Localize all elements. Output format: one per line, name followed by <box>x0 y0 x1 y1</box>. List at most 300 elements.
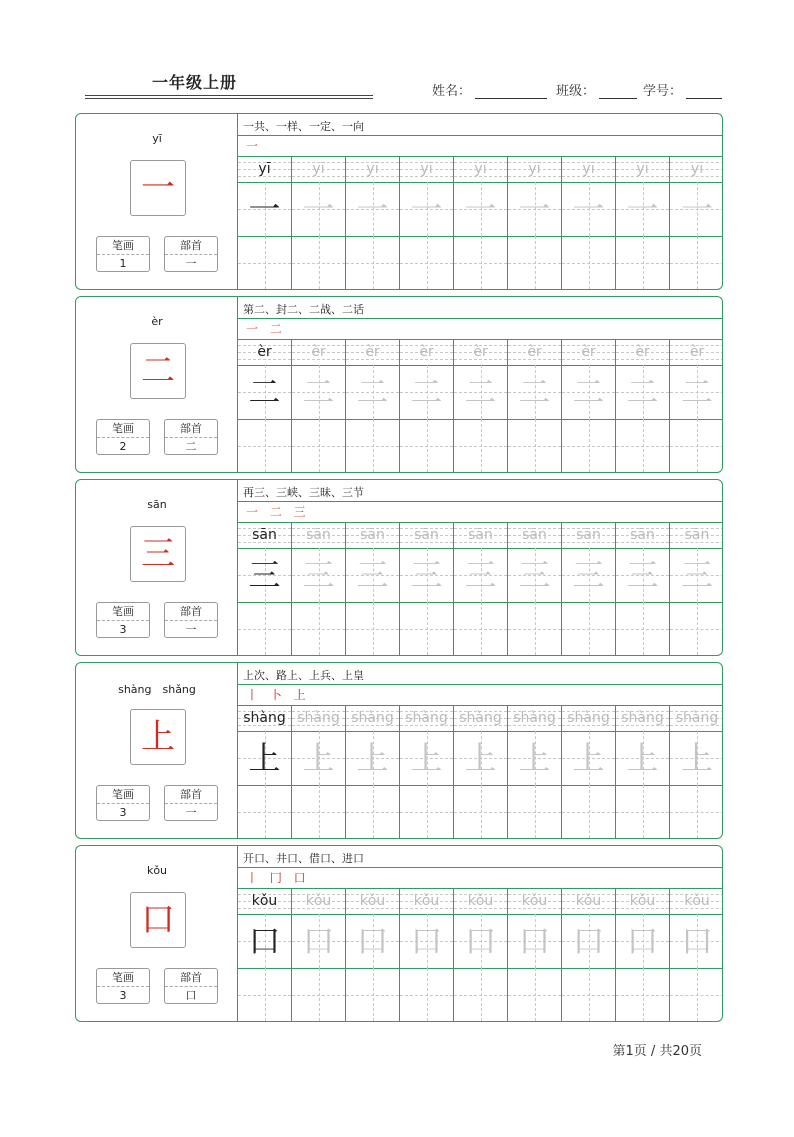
stroke-count-label: 笔画 <box>97 420 149 438</box>
cell-guide-vertical <box>535 785 536 838</box>
blank-practice-row <box>238 968 722 1021</box>
character-cell[interactable] <box>346 365 400 419</box>
blank-cell[interactable] <box>616 968 670 1021</box>
cell-guide-vertical <box>373 602 374 655</box>
cell-guide-vertical <box>265 419 266 472</box>
character-cell[interactable] <box>400 731 454 785</box>
character-trace: 三 <box>464 556 497 594</box>
blank-practice-row <box>238 602 722 655</box>
blank-cell[interactable] <box>400 968 454 1021</box>
stroke-count-box <box>96 602 150 638</box>
character-cell[interactable] <box>238 914 292 968</box>
pinyin-cell[interactable] <box>454 339 508 365</box>
pinyin-trace: èr <box>365 344 380 360</box>
stroke-count-label: 笔画 <box>97 969 149 987</box>
character-trace: 上 <box>680 739 713 777</box>
blank-cell[interactable] <box>238 602 292 655</box>
stroke-count-box <box>96 419 150 455</box>
blank-cell[interactable] <box>292 419 346 472</box>
pinyin-trace: shàng <box>567 710 610 726</box>
character-card <box>75 296 723 473</box>
pinyin-cell[interactable] <box>616 888 670 914</box>
character-cell[interactable] <box>670 548 723 602</box>
blank-cell[interactable] <box>292 968 346 1021</box>
pinyin-trace: kǒu <box>684 893 710 909</box>
stroke-order: 丨 冂 口 <box>246 871 310 885</box>
character-cell[interactable] <box>346 914 400 968</box>
pinyin-trace: yī <box>582 161 595 177</box>
blank-cell[interactable] <box>454 602 508 655</box>
character-trace: 口 <box>464 922 497 960</box>
radical-value: 一 <box>185 257 197 270</box>
character-info-panel <box>76 297 238 472</box>
blank-cell[interactable] <box>346 785 400 838</box>
pinyin-cell[interactable] <box>292 888 346 914</box>
cell-guide-vertical <box>589 419 590 472</box>
character-cell[interactable] <box>292 548 346 602</box>
stroke-order: 一 <box>246 139 263 153</box>
pinyin-trace: sān <box>630 527 655 543</box>
blank-cell[interactable] <box>400 602 454 655</box>
pinyin-cell[interactable] <box>346 156 400 182</box>
blank-cell[interactable] <box>400 419 454 472</box>
pinyin-trace: yī <box>690 161 704 177</box>
practice-grid <box>238 114 722 289</box>
page-header <box>0 0 794 110</box>
pinyin-cell[interactable] <box>238 522 292 548</box>
pinyin-cell[interactable] <box>292 705 346 731</box>
character-cell[interactable] <box>400 365 454 419</box>
radical-value: 口 <box>185 989 197 1002</box>
stroke-count-value: 3 <box>119 989 127 1002</box>
pinyin-trace: sān <box>414 527 439 543</box>
stroke-count-box <box>96 236 150 272</box>
character-trace: 口 <box>356 922 389 960</box>
blank-cell[interactable] <box>400 236 454 289</box>
character-practice-row <box>238 731 722 786</box>
blank-cell[interactable] <box>346 236 400 289</box>
cell-guide-vertical <box>643 968 644 1021</box>
stroke-count-value: 1 <box>119 257 127 270</box>
character-info-panel <box>76 846 238 1021</box>
character-trace: 三 <box>302 556 335 594</box>
pinyin-cell[interactable] <box>670 522 723 548</box>
character-cell[interactable] <box>616 731 670 785</box>
character-trace: 三 <box>518 556 551 594</box>
pinyin-trace: shàng <box>405 710 448 726</box>
character-trace: 口 <box>626 922 659 960</box>
blank-cell[interactable] <box>670 785 723 838</box>
character-cell[interactable] <box>508 365 562 419</box>
cell-guide-vertical <box>427 785 428 838</box>
cell-guide-vertical <box>373 419 374 472</box>
radical-label: 部首 <box>165 786 217 804</box>
example-words: 再三、三峡、三昧、三节 <box>243 486 364 499</box>
pinyin-trace: sān <box>360 527 385 543</box>
blank-cell[interactable] <box>562 785 616 838</box>
character-info-panel <box>76 480 238 655</box>
practice-grid <box>238 846 722 1021</box>
cell-guide-vertical <box>481 236 482 289</box>
pinyin-trace: kǒu <box>305 893 332 909</box>
blank-cell[interactable] <box>346 968 400 1021</box>
blank-cell[interactable] <box>346 602 400 655</box>
character-sample: 口 <box>248 922 281 960</box>
character-cell[interactable] <box>238 548 292 602</box>
blank-cell[interactable] <box>670 236 723 289</box>
cell-guide-vertical <box>265 968 266 1021</box>
character-trace: 上 <box>302 739 335 777</box>
pinyin-trace: èr <box>581 344 596 360</box>
character-cell[interactable] <box>562 914 616 968</box>
character-trace: 二 <box>518 373 551 411</box>
pinyin-cell[interactable] <box>454 156 508 182</box>
blank-cell[interactable] <box>454 968 508 1021</box>
pinyin-trace: yī <box>636 161 649 177</box>
character-trace: 口 <box>410 922 443 960</box>
words-row <box>238 846 722 868</box>
character-trace: 三 <box>626 556 659 594</box>
pinyin-trace: shàng <box>351 710 394 726</box>
blank-cell[interactable] <box>238 236 292 289</box>
pinyin-cell[interactable] <box>670 888 723 914</box>
radical-box <box>164 968 218 1004</box>
pinyin-sample: èr <box>257 344 272 360</box>
pinyin-cell[interactable] <box>454 705 508 731</box>
pinyin-cell[interactable] <box>616 705 670 731</box>
blank-cell[interactable] <box>400 785 454 838</box>
cell-guide-vertical <box>697 419 698 472</box>
character-cell[interactable] <box>346 731 400 785</box>
character-cell[interactable] <box>292 914 346 968</box>
blank-practice-row <box>238 419 722 472</box>
character-box <box>130 526 186 582</box>
words-row <box>238 114 722 136</box>
example-words: 开口、井口、借口、进口 <box>243 852 364 865</box>
character-cell[interactable] <box>508 914 562 968</box>
stroke-order-row <box>238 135 722 157</box>
words-row <box>238 480 722 502</box>
character-trace: 一 <box>464 190 497 228</box>
blank-cell[interactable] <box>562 419 616 472</box>
blank-cell[interactable] <box>616 419 670 472</box>
blank-cell[interactable] <box>508 968 562 1021</box>
grade-title: 一年级上册 <box>152 73 238 92</box>
character-cell[interactable] <box>670 365 723 419</box>
pinyin-cell[interactable] <box>238 705 292 731</box>
character-cell[interactable] <box>238 365 292 419</box>
example-words: 上次、路上、上兵、上皇 <box>243 669 364 682</box>
blank-cell[interactable] <box>670 602 723 655</box>
pinyin-cell[interactable] <box>508 888 562 914</box>
pinyin-trace: èr <box>689 344 705 360</box>
radical-label: 部首 <box>165 969 217 987</box>
pinyin-practice-row <box>238 339 722 366</box>
character-cell[interactable] <box>292 731 346 785</box>
character-practice-row <box>238 548 722 603</box>
pinyin-label: shàng shǎng <box>118 683 196 696</box>
pinyin-trace: shàng <box>675 710 719 726</box>
pinyin-cell[interactable] <box>562 522 616 548</box>
cell-guide-vertical <box>373 785 374 838</box>
practice-grid <box>238 297 722 472</box>
blank-cell[interactable] <box>508 236 562 289</box>
blank-cell[interactable] <box>346 419 400 472</box>
cell-guide-vertical <box>319 602 320 655</box>
stroke-count-label: 笔画 <box>97 603 149 621</box>
character-trace: 一 <box>626 190 659 228</box>
class-field[interactable] <box>556 80 637 99</box>
blank-cell[interactable] <box>508 602 562 655</box>
character-cell[interactable] <box>346 182 400 236</box>
blank-cell[interactable] <box>454 236 508 289</box>
character-cell[interactable] <box>400 182 454 236</box>
character-cell[interactable] <box>670 731 723 785</box>
radical-box <box>164 785 218 821</box>
pinyin-trace: èr <box>311 344 326 360</box>
character-trace: 三 <box>356 556 389 594</box>
pinyin-cell[interactable] <box>508 705 562 731</box>
pinyin-cell[interactable] <box>562 705 616 731</box>
cell-guide-vertical <box>319 419 320 472</box>
pinyin-cell[interactable] <box>670 156 723 182</box>
pinyin-cell[interactable] <box>292 156 346 182</box>
pinyin-cell[interactable] <box>508 156 562 182</box>
blank-cell[interactable] <box>454 785 508 838</box>
pinyin-cell[interactable] <box>562 156 616 182</box>
radical-value: 一 <box>185 623 197 636</box>
pinyin-practice-row <box>238 522 722 549</box>
pinyin-trace: kǒu <box>467 893 494 909</box>
pinyin-trace: kǒu <box>575 893 602 909</box>
pinyin-cell[interactable] <box>508 339 562 365</box>
radical-box <box>164 236 218 272</box>
character-trace: 一 <box>302 190 335 228</box>
character-cell[interactable] <box>562 548 616 602</box>
character-glyph: 三 <box>141 534 175 574</box>
character-cell[interactable] <box>616 182 670 236</box>
pinyin-trace: sān <box>576 527 601 543</box>
character-cell[interactable] <box>454 365 508 419</box>
character-cell[interactable] <box>292 182 346 236</box>
blank-cell[interactable] <box>670 419 723 472</box>
pinyin-trace: sān <box>684 527 710 543</box>
radical-box <box>164 419 218 455</box>
cell-guide-vertical <box>265 236 266 289</box>
blank-cell[interactable] <box>238 785 292 838</box>
character-practice-row <box>238 182 722 237</box>
pinyin-trace: sān <box>468 527 493 543</box>
blank-cell[interactable] <box>292 602 346 655</box>
pinyin-cell[interactable] <box>670 339 723 365</box>
pinyin-cell[interactable] <box>508 522 562 548</box>
pinyin-cell[interactable] <box>238 156 292 182</box>
character-cell[interactable] <box>508 548 562 602</box>
blank-cell[interactable] <box>562 602 616 655</box>
pinyin-trace: sān <box>522 527 547 543</box>
cell-guide-vertical <box>427 602 428 655</box>
character-trace: 二 <box>626 373 659 411</box>
character-trace: 二 <box>572 373 605 411</box>
name-label: 姓名： <box>432 84 472 99</box>
cell-guide-vertical <box>427 236 428 289</box>
cell-guide-vertical <box>697 968 698 1021</box>
pinyin-cell[interactable] <box>670 705 723 731</box>
character-trace: 三 <box>410 556 443 594</box>
character-cell[interactable] <box>346 548 400 602</box>
title-rule <box>85 98 373 99</box>
character-practice-row <box>238 365 722 420</box>
character-cell[interactable] <box>238 731 292 785</box>
blank-cell[interactable] <box>292 236 346 289</box>
cell-guide-vertical <box>589 785 590 838</box>
pinyin-practice-row <box>238 705 722 732</box>
cell-guide-vertical <box>319 236 320 289</box>
class-blank[interactable] <box>599 84 637 99</box>
pinyin-cell[interactable] <box>616 522 670 548</box>
character-trace: 一 <box>410 190 443 228</box>
character-glyph: 上 <box>141 717 175 757</box>
character-info-panel <box>76 114 238 289</box>
pinyin-trace: yī <box>528 161 541 177</box>
character-card <box>75 479 723 656</box>
cell-guide-vertical <box>427 968 428 1021</box>
cell-guide-vertical <box>535 236 536 289</box>
stroke-order: 一 二 三 <box>246 505 310 519</box>
words-row <box>238 297 722 319</box>
character-card <box>75 845 723 1022</box>
cell-guide-vertical <box>697 785 698 838</box>
stroke-order: 一 二 <box>246 322 286 336</box>
pinyin-cell[interactable] <box>346 705 400 731</box>
pinyin-cell[interactable] <box>400 156 454 182</box>
cell-guide-vertical <box>373 236 374 289</box>
character-trace: 口 <box>518 922 551 960</box>
pinyin-trace: shàng <box>513 710 556 726</box>
blank-practice-row <box>238 236 722 289</box>
pinyin-cell[interactable] <box>454 888 508 914</box>
character-cell[interactable] <box>562 182 616 236</box>
pinyin-cell[interactable] <box>346 522 400 548</box>
blank-cell[interactable] <box>508 785 562 838</box>
character-cell[interactable] <box>508 731 562 785</box>
name-field[interactable] <box>432 80 547 99</box>
blank-cell[interactable] <box>616 602 670 655</box>
character-sample: 三 <box>248 556 281 594</box>
pinyin-cell[interactable] <box>292 339 346 365</box>
character-trace: 二 <box>302 373 335 411</box>
pinyin-cell[interactable] <box>346 888 400 914</box>
stroke-count-value: 2 <box>119 440 127 453</box>
practice-grid <box>238 663 722 838</box>
cell-guide-vertical <box>589 968 590 1021</box>
blank-cell[interactable] <box>292 785 346 838</box>
id-blank[interactable] <box>686 84 722 99</box>
blank-cell[interactable] <box>670 968 723 1021</box>
cell-guide-vertical <box>535 419 536 472</box>
pinyin-cell[interactable] <box>562 339 616 365</box>
pinyin-trace: kǒu <box>521 893 548 909</box>
pinyin-cell[interactable] <box>616 156 670 182</box>
cell-guide-vertical <box>481 419 482 472</box>
pinyin-cell[interactable] <box>616 339 670 365</box>
character-cell[interactable] <box>616 365 670 419</box>
stroke-count-label: 笔画 <box>97 786 149 804</box>
pinyin-sample: shàng <box>243 710 286 726</box>
student-id-field[interactable] <box>643 80 722 99</box>
character-cell[interactable] <box>454 731 508 785</box>
name-blank[interactable] <box>475 84 547 99</box>
blank-cell[interactable] <box>508 419 562 472</box>
character-cell[interactable] <box>454 182 508 236</box>
blank-cell[interactable] <box>238 968 292 1021</box>
character-cell[interactable] <box>400 914 454 968</box>
pinyin-trace: yī <box>312 161 325 177</box>
pinyin-sample: sān <box>252 527 277 543</box>
id-label: 学号： <box>643 84 683 99</box>
blank-cell[interactable] <box>562 968 616 1021</box>
character-cell[interactable] <box>562 731 616 785</box>
character-cell[interactable] <box>670 182 723 236</box>
cell-guide-vertical <box>643 236 644 289</box>
pinyin-cell[interactable] <box>292 522 346 548</box>
character-trace: 二 <box>410 373 443 411</box>
blank-cell[interactable] <box>454 419 508 472</box>
character-box <box>130 709 186 765</box>
blank-cell[interactable] <box>616 236 670 289</box>
stroke-count-box <box>96 785 150 821</box>
cell-guide-vertical <box>643 602 644 655</box>
pinyin-cell[interactable] <box>400 705 454 731</box>
character-cell[interactable] <box>454 914 508 968</box>
blank-cell[interactable] <box>616 785 670 838</box>
pinyin-cell[interactable] <box>346 339 400 365</box>
pinyin-cell[interactable] <box>400 522 454 548</box>
character-cell[interactable] <box>400 548 454 602</box>
blank-practice-row <box>238 785 722 838</box>
pinyin-trace: yī <box>420 161 433 177</box>
character-cell[interactable] <box>508 182 562 236</box>
character-cell[interactable] <box>454 548 508 602</box>
blank-cell[interactable] <box>562 236 616 289</box>
character-cell[interactable] <box>616 548 670 602</box>
cell-guide-vertical <box>373 968 374 1021</box>
stroke-order-row <box>238 867 722 889</box>
cell-guide-vertical <box>535 968 536 1021</box>
character-sample: 二 <box>248 373 281 411</box>
pinyin-cell[interactable] <box>400 339 454 365</box>
blank-cell[interactable] <box>238 419 292 472</box>
pinyin-trace: sān <box>306 527 331 543</box>
pinyin-cell[interactable] <box>454 522 508 548</box>
practice-grid <box>238 480 722 655</box>
pinyin-practice-row <box>238 156 722 183</box>
pinyin-practice-row <box>238 888 722 915</box>
character-cell[interactable] <box>670 914 723 968</box>
character-cell[interactable] <box>616 914 670 968</box>
character-cell[interactable] <box>238 182 292 236</box>
character-cell[interactable] <box>292 365 346 419</box>
pinyin-cell[interactable] <box>562 888 616 914</box>
radical-label: 部首 <box>165 603 217 621</box>
pinyin-cell[interactable] <box>400 888 454 914</box>
pinyin-cell[interactable] <box>238 339 292 365</box>
character-trace: 一 <box>518 190 551 228</box>
page-number: 第1页 / 共20页 <box>612 1044 702 1059</box>
pinyin-cell[interactable] <box>238 888 292 914</box>
stroke-order-row <box>238 684 722 706</box>
character-cell[interactable] <box>562 365 616 419</box>
